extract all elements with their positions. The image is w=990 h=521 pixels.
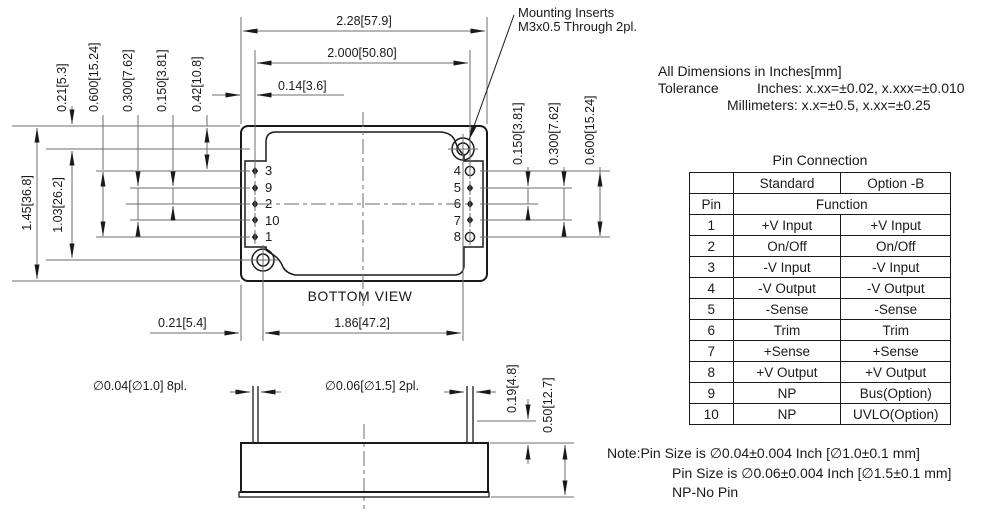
cell-standard: +Sense <box>733 341 841 362</box>
pin-connection-section <box>689 152 951 425</box>
header-function: Function <box>733 194 950 215</box>
pin-label-5: 5 <box>453 180 461 195</box>
cell-pin: 5 <box>690 299 734 320</box>
cell-option: UVLO(Option) <box>841 404 951 425</box>
dim-right-pitch1-label: 0.150[3.81] <box>511 102 525 165</box>
dim-left-pitch2-label: 0.300[7.62] <box>121 49 135 112</box>
dim-pin-col-span-label: 2.000[50.80] <box>327 46 397 60</box>
cell-option: -Sense <box>841 299 951 320</box>
pin-label-7: 7 <box>453 213 461 228</box>
cell-standard: +V Output <box>733 362 841 383</box>
pin-label-2: 2 <box>265 196 273 211</box>
pin-table-title: Pin Connection <box>772 152 868 168</box>
header-standard: Standard <box>733 173 841 194</box>
header-empty-cell <box>690 173 734 194</box>
pin-label-6: 6 <box>453 196 461 211</box>
table-row <box>690 236 951 257</box>
table-header-row-2 <box>690 194 951 215</box>
bottom-view-label: BOTTOM VIEW <box>307 288 413 304</box>
cell-standard: +V Input <box>733 215 841 236</box>
dim-left-pin-span-label: 0.600[15.24] <box>87 42 101 112</box>
table-row <box>690 215 951 236</box>
cell-pin: 2 <box>690 236 734 257</box>
table-row <box>690 257 951 278</box>
cell-pin: 3 <box>690 257 734 278</box>
cell-option: On/Off <box>841 236 951 257</box>
dim-pin-dia-large-label: ∅0.06[∅1.5] 2pl. <box>325 379 420 393</box>
mounting-callout-line1: Mounting Inserts <box>518 5 615 20</box>
cell-option: +Sense <box>841 341 951 362</box>
cell-option: -V Output <box>841 278 951 299</box>
cell-pin: 1 <box>690 215 734 236</box>
cell-pin: 6 <box>690 320 734 341</box>
dim-edge-to-hole-y-label: 0.21[5.3] <box>55 63 69 112</box>
cell-pin: 10 <box>690 404 734 425</box>
table-header-row-1 <box>690 173 951 194</box>
dim-overall-width-label: 2.28[57.9] <box>336 14 392 28</box>
cell-pin: 8 <box>690 362 734 383</box>
dim-hole-span-y-label: 1.03[26.2] <box>51 177 65 233</box>
tolerance-line1: All Dimensions in Inches[mm] <box>658 63 842 79</box>
pin-label-10: 10 <box>265 213 280 228</box>
table-row <box>690 299 951 320</box>
cell-standard: On/Off <box>733 236 841 257</box>
cell-option: -V Input <box>841 257 951 278</box>
dim-right-pitch2-label: 0.300[7.62] <box>547 102 561 165</box>
dim-edge-to-pin-y-label: 0.42[10.8] <box>190 56 204 112</box>
pin-label-1: 1 <box>265 229 273 244</box>
note-line1: Note:Pin Size is ∅0.04±0.004 Inch [∅1.0±0.1 mm] <box>607 445 920 461</box>
dim-body-height-label: 0.50[12.7] <box>541 377 555 433</box>
cell-standard: -V Output <box>733 278 841 299</box>
tolerance-millimeters: Millimeters: x.x=±0.5, x.xx=±0.25 <box>727 97 931 113</box>
cell-option: +V Input <box>841 215 951 236</box>
dim-overall-height-label: 1.45[36.8] <box>20 175 34 231</box>
pin-label-4: 4 <box>453 163 461 178</box>
pin-size-notes <box>607 444 951 503</box>
header-pin: Pin <box>690 194 734 215</box>
cell-pin: 4 <box>690 278 734 299</box>
table-row <box>690 341 951 362</box>
tolerance-note <box>658 63 965 114</box>
cell-pin: 7 <box>690 341 734 362</box>
note-line3: NP-No Pin <box>672 484 739 500</box>
cell-standard: -V Input <box>733 257 841 278</box>
pin-label-3: 3 <box>265 163 273 178</box>
pin-connection-table <box>689 172 951 425</box>
pin-label-8: 8 <box>453 229 461 244</box>
dim-edge-to-hole-x-label: 0.21[5.4] <box>158 316 207 330</box>
table-row <box>690 383 951 404</box>
dim-pin-dia-small-label: ∅0.04[∅1.0] 8pl. <box>93 379 188 393</box>
table-row <box>690 362 951 383</box>
cell-option: Bus(Option) <box>841 383 951 404</box>
cell-pin: 9 <box>690 383 734 404</box>
header-option-b: Option -B <box>841 173 951 194</box>
dim-right-pin-span-label: 0.600[15.24] <box>583 95 597 165</box>
tolerance-inches: Inches: x.xx=±0.02, x.xxx=±0.010 <box>757 80 965 96</box>
cell-option: Trim <box>841 320 951 341</box>
cell-standard: -Sense <box>733 299 841 320</box>
tolerance-label: Tolerance <box>658 80 719 96</box>
cell-standard: NP <box>733 404 841 425</box>
dim-left-pitch1-label: 0.150[3.81] <box>155 49 169 112</box>
mounting-callout-line2: M3x0.5 Through 2pl. <box>518 19 637 34</box>
note-line2: Pin Size is ∅0.06±0.004 Inch [∅1.5±0.1 mm] <box>672 464 952 481</box>
cell-standard: NP <box>733 383 841 404</box>
tolerance-line2 <box>658 80 965 97</box>
table-row <box>690 404 951 425</box>
pin-label-9: 9 <box>265 180 273 195</box>
dim-hole-span-x-label: 1.86[47.2] <box>334 316 390 330</box>
table-row <box>690 278 951 299</box>
cell-standard: Trim <box>733 320 841 341</box>
dim-edge-to-pin-x-label: 0.14[3.6] <box>278 79 327 93</box>
table-row <box>690 320 951 341</box>
dim-pin-length-label: 0.19[4.8] <box>505 364 519 413</box>
cell-option: +V Output <box>841 362 951 383</box>
mounting-callout-leader <box>469 15 514 140</box>
